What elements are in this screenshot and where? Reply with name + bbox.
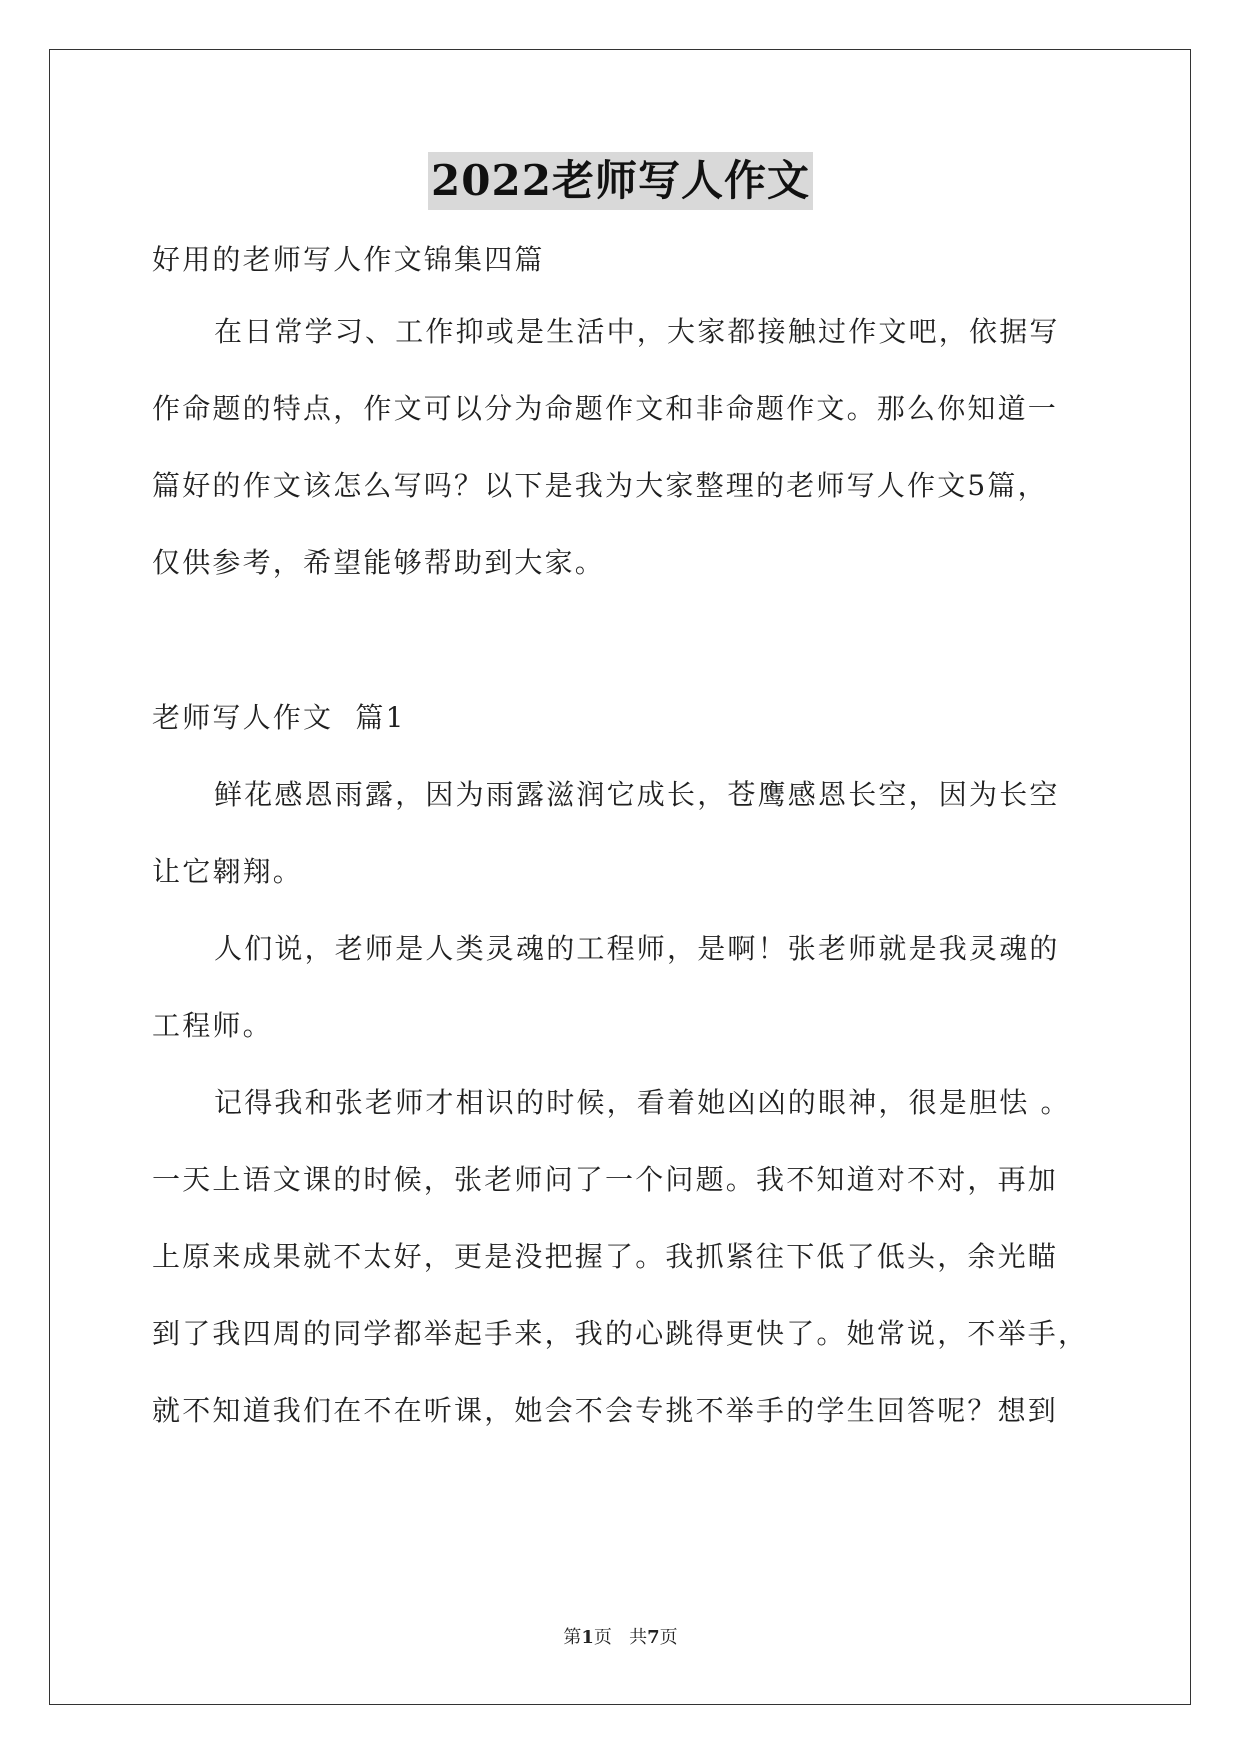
para2-line-1: 人们说，老师是人类灵魂的工程师，是啊！张老师就是我灵魂的 xyxy=(214,932,1060,965)
footer-total-pages: 7 xyxy=(647,1627,660,1648)
footer-page-number: 1 xyxy=(581,1627,594,1648)
para1-line-2: 让它翱翔。 xyxy=(152,855,304,888)
para1-line-1: 鲜花感恩雨露，因为雨露滋润它成长，苍鹰感恩长空，因为长空 xyxy=(214,778,1060,811)
footer-page-suffix: 页 xyxy=(659,1627,678,1648)
document-title: 2022老师写人作文 xyxy=(428,152,813,210)
para3-line-5: 就不知道我们在不在听课，她会不会专挑不举手的学生回答呢？想到 xyxy=(152,1394,1059,1427)
page-footer xyxy=(0,1626,1241,1650)
intro-line-2: 作命题的特点，作文可以分为命题作文和非命题作文。那么你知道一 xyxy=(152,392,1059,425)
para3-line-4: 到了我四周的同学都举起手来，我的心跳得更快了。她常说，不举手， xyxy=(152,1317,1089,1350)
para3-line-1: 记得我和张老师才相识的时候，看着她凶凶的眼神，很是胆怯 。 xyxy=(214,1086,1071,1119)
intro-line-1: 在日常学习、工作抑或是生活中，大家都接触过作文吧，依据写 xyxy=(214,315,1060,348)
para3-line-2: 一天上语文课的时候，张老师问了一个问题。我不知道对不对，再加 xyxy=(152,1163,1059,1196)
intro-line-3: 篇好的作文该怎么写吗？以下是我为大家整理的老师写人作文5篇， xyxy=(152,469,1048,502)
section-heading: 老师写人作文 篇1 xyxy=(152,701,406,734)
document-subtitle: 好用的老师写人作文锦集四篇 xyxy=(152,243,545,276)
intro-line-4: 仅供参考，希望能够帮助到大家。 xyxy=(152,546,606,579)
footer-page-prefix: 第 xyxy=(563,1627,582,1648)
title-container xyxy=(0,152,1241,210)
footer-page-mid: 页 共 xyxy=(593,1627,648,1648)
para2-line-2: 工程师。 xyxy=(152,1009,273,1042)
para3-line-3: 上原来成果就不太好，更是没把握了。我抓紧往下低了低头，余光瞄 xyxy=(152,1240,1059,1273)
